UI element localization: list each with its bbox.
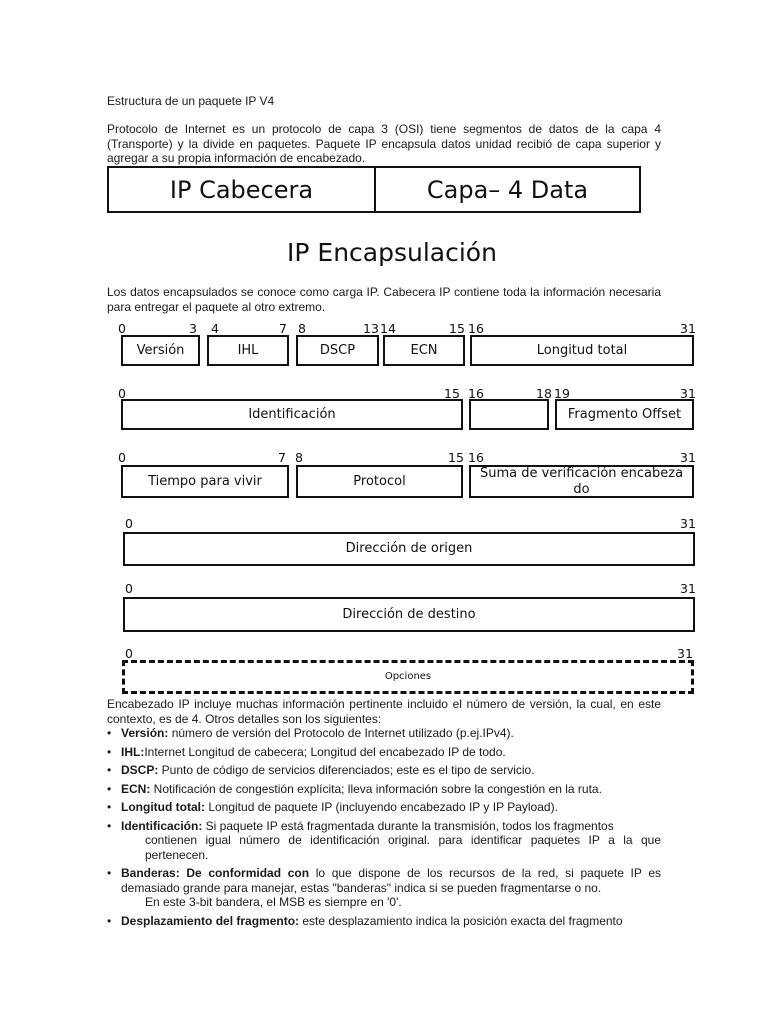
- field-destination-address: Dirección de destino: [123, 597, 695, 632]
- bit-label: 14: [380, 321, 396, 336]
- bit-label: 0: [125, 646, 133, 661]
- list-term: ECN:: [121, 781, 151, 796]
- list-item: [107, 866, 661, 910]
- list-term: Identificación:: [121, 818, 203, 833]
- encapsulation-heading: IP Encapsulación: [287, 238, 497, 267]
- bullet-icon: •: [107, 913, 112, 928]
- bit-label: 31: [677, 646, 693, 661]
- bit-label: 13: [363, 321, 379, 336]
- bit-label: 15: [448, 450, 464, 465]
- field-identification: Identificación: [121, 399, 463, 430]
- bit-label: 0: [125, 516, 133, 531]
- field-ttl: Tiempo para vivir: [121, 465, 289, 498]
- list-item: [107, 726, 661, 741]
- layer4-data-box: Capa– 4 Data: [374, 166, 641, 213]
- list-text: este desplazamiento indica la posición exacta del fragmento: [299, 913, 623, 928]
- bit-label: 31: [680, 386, 696, 401]
- bit-label: 16: [468, 386, 484, 401]
- bit-label: 0: [118, 321, 126, 336]
- list-term: DSCP:: [121, 763, 159, 777]
- bit-label: 3: [189, 321, 197, 336]
- bit-label: 18: [536, 386, 552, 401]
- bit-label: 8: [295, 450, 303, 465]
- list-term: Versión:: [121, 726, 169, 740]
- field-version: Versión: [121, 335, 200, 366]
- list-term: Banderas: De conformidad con: [121, 866, 310, 880]
- bit-label: 19: [554, 386, 570, 401]
- list-term: Longitud total:: [121, 800, 205, 814]
- payload-paragraph: Los datos encapsulados se conoce como carga IP. Cabecera IP contiene toda la información necesaria para entregar el paquete al otro extremo.: [107, 285, 661, 314]
- field-options: Opciones: [122, 660, 694, 694]
- bit-label: 4: [211, 321, 219, 336]
- bit-label: 31: [680, 581, 696, 596]
- field-ecn: ECN: [383, 335, 465, 366]
- list-item: [107, 763, 661, 778]
- details-list: [107, 726, 661, 932]
- bit-label: 15: [444, 386, 460, 401]
- list-item: [107, 745, 661, 760]
- field-protocol: Protocol: [296, 465, 463, 498]
- bit-label: 31: [680, 321, 696, 336]
- bullet-icon: •: [107, 800, 112, 814]
- list-text: lo que dispone de los recursos de la red, si paquete IP es demasiado grande para manejar, estas "banderas" indica si se pueden fragmentarse o no.: [121, 866, 661, 895]
- bullet-icon: •: [107, 781, 112, 796]
- bit-label: 0: [125, 581, 133, 596]
- list-term: Desplazamiento del fragmento:: [121, 913, 300, 928]
- field-flags: [469, 399, 549, 430]
- bit-label: 16: [468, 450, 484, 465]
- field-dscp: DSCP: [296, 335, 379, 366]
- bit-label: 7: [278, 450, 286, 465]
- bullet-icon: •: [107, 866, 112, 880]
- list-term: IHL:: [121, 744, 145, 759]
- list-item: [107, 782, 661, 797]
- bit-label: 0: [118, 450, 126, 465]
- page-title: Estructura de un paquete IP V4: [107, 94, 275, 108]
- bit-label: 8: [298, 321, 306, 336]
- list-text-continued: contienen igual número de identificación original. para identificar paquetes IP a la que pertenecen.: [145, 833, 661, 862]
- bit-label: 16: [468, 321, 484, 336]
- list-text: Longitud de paquete IP (incluyendo encabezado IP y IP Payload).: [204, 800, 558, 814]
- list-item: [107, 914, 661, 929]
- field-source-address: Dirección de origen: [123, 532, 695, 566]
- field-ihl: IHL: [207, 335, 289, 366]
- list-text: número de versión del Protocolo de Internet utilizado (p.ej.IPv4).: [168, 726, 514, 740]
- bullet-icon: •: [107, 744, 112, 759]
- intro-paragraph: Protocolo de Internet es un protocolo de capa 3 (OSI) tiene segmentos de datos de la capa 4 (Transporte) y la divide en paquetes. Paquete IP encapsula datos unidad recibió de capa superior y agregar a su propia información de encabezado.: [107, 122, 661, 165]
- list-item: [107, 800, 661, 815]
- bit-label: 31: [680, 450, 696, 465]
- list-item: [107, 819, 661, 863]
- field-total-length: Longitud total: [470, 335, 694, 366]
- list-text: Si paquete IP está fragmentada durante la transmisión, todos los fragmentos: [202, 818, 614, 833]
- bit-label: 31: [680, 516, 696, 531]
- field-fragment-offset: Fragmento Offset: [555, 399, 694, 430]
- bit-label: 7: [279, 321, 287, 336]
- bullet-icon: •: [107, 818, 112, 833]
- field-checksum: Suma de verificación encabeza do: [469, 465, 694, 498]
- list-text: Notificación de congestión explícita; lleva información sobre la congestión en la ruta.: [150, 781, 602, 796]
- ip-header-box: IP Cabecera: [107, 166, 376, 213]
- bit-label: 0: [118, 386, 126, 401]
- list-text: Punto de código de servicios diferenciados; este es el tipo de servicio.: [158, 763, 535, 777]
- list-text-continued: En este 3-bit bandera, el MSB es siempre en '0'.: [145, 895, 402, 909]
- bullet-icon: •: [107, 763, 112, 777]
- list-text: Internet Longitud de cabecera; Longitud del encabezado IP de todo.: [144, 744, 506, 759]
- details-paragraph: Encabezado IP incluye muchas información pertinente incluido el número de versión, la cual, en este contexto, es de 4. Otros detalles son los siguientes:: [107, 697, 661, 726]
- bullet-icon: •: [107, 726, 112, 740]
- bit-label: 15: [449, 321, 465, 336]
